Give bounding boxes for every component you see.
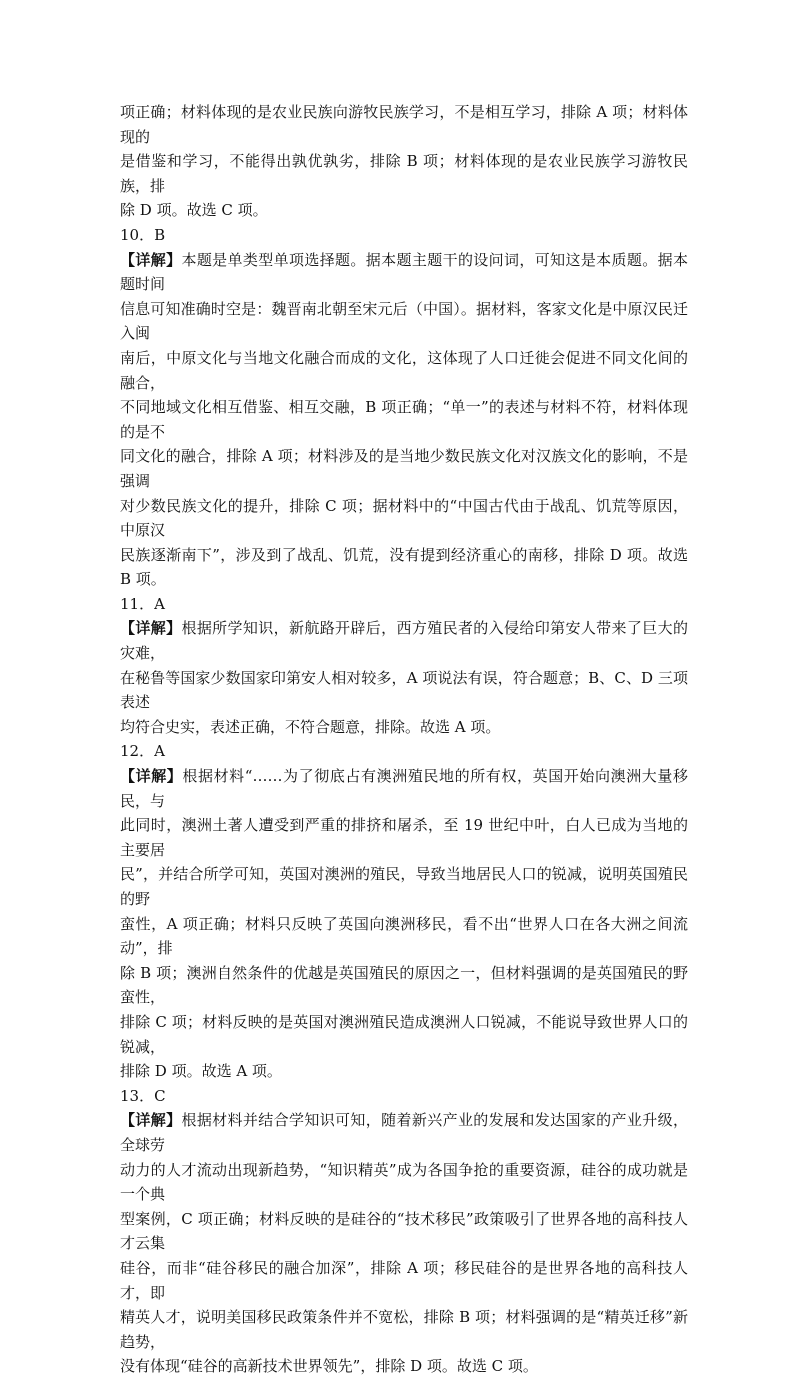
text-line: 精英人才，说明美国移民政策条件并不宽松，排除 B 项；材料强调的是“精英迁移”新趋势，	[120, 1308, 688, 1351]
text-line: 信息可知准确时空是：魏晋南北朝至宋元后（中国）。据材料，客家文化是中原汉民迁入闽	[120, 299, 688, 343]
text-line: 民族逐渐南下”，涉及到了战乱、饥荒，没有提到经济重心的南移，排除 D 项。故选 B 项。	[120, 545, 688, 589]
answer-explanation-13	[120, 1108, 688, 1379]
text-line: 型案例，C 项正确；材料反映的是硅谷的“技术移民”政策吸引了世界各地的高科技人才云集	[120, 1209, 688, 1253]
detail-tag: 【详解】	[120, 1111, 182, 1130]
question-number-13: 13．C	[120, 1086, 166, 1105]
text-line: 没有体现“硅谷的高新技术世界领先”，排除 D 项。故选 C 项。	[120, 1357, 538, 1376]
text-line: 本题是单类型单项选择题。据本题主题干的设问词，可知这是本质题。据本题时间	[120, 250, 688, 294]
text-line: 是借鉴和学习，不能得出孰优孰劣，排除 B 项；材料体现的是农业民族学习游牧民族，排	[120, 152, 688, 195]
question-number-11: 11．A	[120, 594, 165, 613]
text-line: 根据材料并结合学知识可知，随着新兴产业的发展和发达国家的产业升级，全球劳	[120, 1111, 688, 1154]
answer-explanation-9-continued	[120, 100, 688, 223]
text-line: 除 B 项；澳洲自然条件的优越是英国殖民的原因之一，但材料强调的是英国殖民的野蛮性，	[120, 963, 688, 1007]
document-page	[120, 100, 688, 1379]
detail-tag: 【详解】	[120, 250, 182, 269]
detail-tag: 【详解】	[120, 619, 182, 638]
text-line: 除 D 项。故选 C 项。	[120, 201, 268, 220]
text-line: 排除 C 项；材料反映的是英国对澳洲殖民造成澳洲人口锐减，不能说导致世界人口的锐减，	[120, 1012, 688, 1056]
text-line: 同文化的融合，排除 A 项；材料涉及的是当地少数民族文化对汉族文化的影响，不是强调	[120, 447, 688, 490]
text-line: 根据所学知识，新航路开辟后，西方殖民者的入侵给印第安人带来了巨大的灾难，	[120, 619, 688, 663]
text-line: 此同时，澳洲土著人遭受到严重的排挤和屠杀，至 19 世纪中叶，白人已成为当地的主要居	[120, 816, 688, 859]
text-line: 项正确；材料体现的是农业民族向游牧民族学习，不是相互学习，排除 A 项；材料体现的	[120, 103, 688, 146]
text-line: 民”，并结合所学可知，英国对澳洲的殖民，导致当地居民人口的锐减，说明英国殖民的野	[120, 865, 688, 908]
answer-explanation-12	[120, 764, 688, 1084]
text-line: 蛮性，A 项正确；材料只反映了英国向澳洲移民，看不出“世界人口在各大洲之间流动”，排	[120, 914, 688, 958]
text-line: 硅谷，而非“硅谷移民的融合加深”，排除 A 项；移民硅谷的是世界各地的高科技人才，即	[120, 1258, 688, 1302]
text-line: 在秘鲁等国家少数国家印第安人相对较多，A 项说法有误，符合题意；B、C、D 三项表述	[120, 668, 688, 712]
answer-explanation-11	[120, 616, 688, 739]
text-line: 排除 D 项。故选 A 项。	[120, 1062, 282, 1081]
answer-explanation-10	[120, 248, 688, 592]
text-line: 南后，中原文化与当地文化融合而成的文化，这体现了人口迁徙会促进不同文化间的融合，	[120, 348, 688, 392]
detail-tag: 【详解】	[120, 767, 183, 786]
text-line: 对少数民族文化的提升，排除 C 项；据材料中的“中国古代由于战乱、饥荒等原因，中原汉	[120, 496, 688, 540]
question-number-10: 10．B	[120, 225, 166, 244]
text-line: 均符合史实，表述正确，不符合题意，排除。故选 A 项。	[120, 717, 501, 736]
text-line: 不同地域文化相互借鉴、相互交融，B 项正确；“单一”的表述与材料不符，材料体现的是不	[120, 398, 688, 441]
question-number-12: 12．A	[120, 742, 165, 761]
text-line: 动力的人才流动出现新趋势，“知识精英”成为各国争抢的重要资源，硅谷的成功就是一个典	[120, 1160, 688, 1204]
text-line: 根据材料“……为了彻底占有澳洲殖民地的所有权，英国开始向澳洲大量移民，与	[120, 767, 688, 810]
